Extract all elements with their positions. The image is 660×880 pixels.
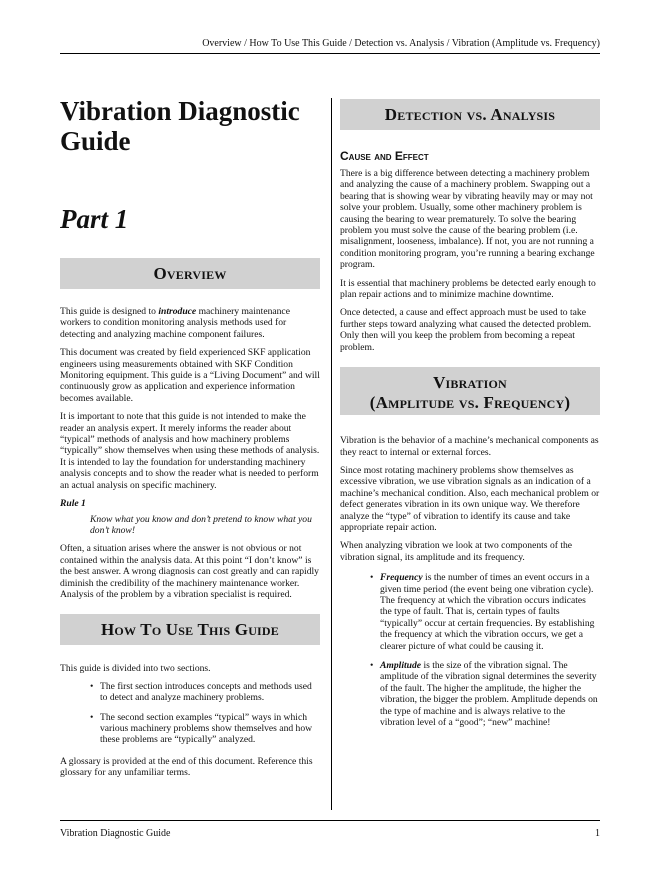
footer-title: Vibration Diagnostic Guide	[60, 828, 171, 839]
overview-paragraph-3: It is important to note that this guide is not intended to make the reader an analysis expert. It merely informs the reader about “typical” methods of analysis and how machinery problems “typically” show themselves when using these methods of analysis. It is intended to lay the foundation for understanding machinery analysis concepts and to show the reader what is needed to perform an actual analysis on specific machinery.	[60, 411, 320, 491]
list-item: • The first section introduces concepts and methods used to detect and analyze machinery problems.	[90, 680, 312, 704]
overview-paragraph-1: This guide is designed to introduce machinery maintenance workers to condition monitoring analysis methods used for detecting and analyzing machine component failures.	[60, 306, 290, 340]
page-number: 1	[595, 828, 600, 839]
footer-rule	[60, 820, 600, 821]
list-item: • Frequency is the number of times an event occurs in a given time period (the event being one vibration cycle). The frequency at which the vibration occurs indicates the type of fault. That is, certain types of faults “typically” occur at certain frequencies. By establishing the frequency at which the vibration occurs, we get a clearer picture of what could be causing it.	[370, 572, 595, 652]
list-item: • Amplitude is the size of the vibration signal. The amplitude of the vibration signal determines the severity of the fault. The higher the amplitude, the higher the vibration, the bigger the problem. Amplitude depends on the type of machine and is always relative to the vibration level of a “good”; “new” machine!	[370, 660, 598, 729]
term-frequency: Frequency	[380, 572, 423, 584]
overview-heading: Overview	[60, 258, 320, 289]
vibration-paragraph-3: When analyzing vibration we look at two components of the vibration signal, its amplitude and its frequency.	[340, 540, 573, 563]
vibration-paragraph-1: Vibration is the behavior of a machine’s mechanical components as they react to internal or external forces.	[340, 435, 599, 458]
vibration-heading-line-1: Vibration	[433, 373, 507, 393]
header-rule	[60, 53, 600, 54]
overview-paragraph-4: Often, a situation arises where the answer is not obvious or not contained within the analysis data. At this point “I don’t know” is the best answer. A wrong diagnosis can cost greatly and can rapidly diminish the credibility of the machinery maintenance worker. Analysis of the problem by a vibration specialist is required.	[60, 543, 319, 600]
right-column	[340, 99, 600, 728]
rule-label: Rule 1	[60, 498, 86, 510]
term-amplitude: Amplitude	[380, 660, 422, 671]
left-column	[60, 96, 320, 779]
column-divider	[331, 98, 332, 810]
detection-paragraph-3: Once detected, a cause and effect approach must be used to take further steps toward analyzing what caused the detected problem. Only then will you keep the problem from becoming a repeat problem.	[340, 307, 592, 353]
vibration-heading-line-2: (Amplitude vs. Frequency)	[369, 393, 571, 413]
overview-paragraph-2: This document was created by field experienced SKF application engineers using measurements obtained with SKF Condition Monitoring equipment. This guide is a “Living Document” and will continuously grow as application and experience information becomes available.	[60, 347, 320, 404]
running-header: Overview / How To Use This Guide / Detection vs. Analysis / Vibration (Amplitude vs. Frequency)	[202, 38, 600, 49]
vibration-paragraph-2: Since most rotating machinery problems show themselves as excessive vibration, we use vibration signals as an indication of a machine’s mechanical condition. Also, each mechanical problem or defect generates vibration in its own unique way. We therefore analyze the “type” of vibration to identify its cause and take appropriate repair action.	[340, 464, 600, 533]
emphasis-introduce: introduce	[158, 306, 197, 317]
cause-and-effect-subheading: Cause and Effect	[340, 149, 429, 163]
document-title: Vibration Diagnostic Guide	[60, 96, 300, 156]
rule-quote: Know what you know and don’t pretend to know what you don’t know!	[90, 513, 312, 536]
components-list	[340, 572, 600, 728]
vibration-heading	[340, 367, 600, 415]
list-item: • The second section examples “typical” ways in which various machinery problems show themselves and how these problems are “typically” analyzed.	[90, 711, 313, 746]
detection-paragraph-2: It is essential that machinery problems be detected early enough to plan repair actions and to minimize machine downtime.	[340, 277, 596, 301]
sections-list	[60, 681, 320, 746]
part-title: Part 1	[60, 204, 129, 234]
detection-paragraph-1: There is a big difference between detecting a machinery problem and analyzing the cause of a machinery problem. Swapping out a bearing that is showing wear by vibrating heavily may or may not solve your problem. Usually, some other machinery problem is causing the bearing to wear prematurely. To solve the bearing problem you must solve the cause of the bearing problem (i.e. misalignment, looseness, imbalance). If not, you are not running a condition monitoring program, you’re running a bearing exchange program.	[340, 168, 595, 271]
how-to-use-heading: How To Use This Guide	[60, 614, 320, 645]
how-to-intro: This guide is divided into two sections.	[60, 663, 211, 675]
detection-vs-analysis-heading: Detection vs. Analysis	[340, 99, 600, 130]
glossary-note: A glossary is provided at the end of this document. Reference this glossary for any unfamiliar terms.	[60, 755, 313, 779]
